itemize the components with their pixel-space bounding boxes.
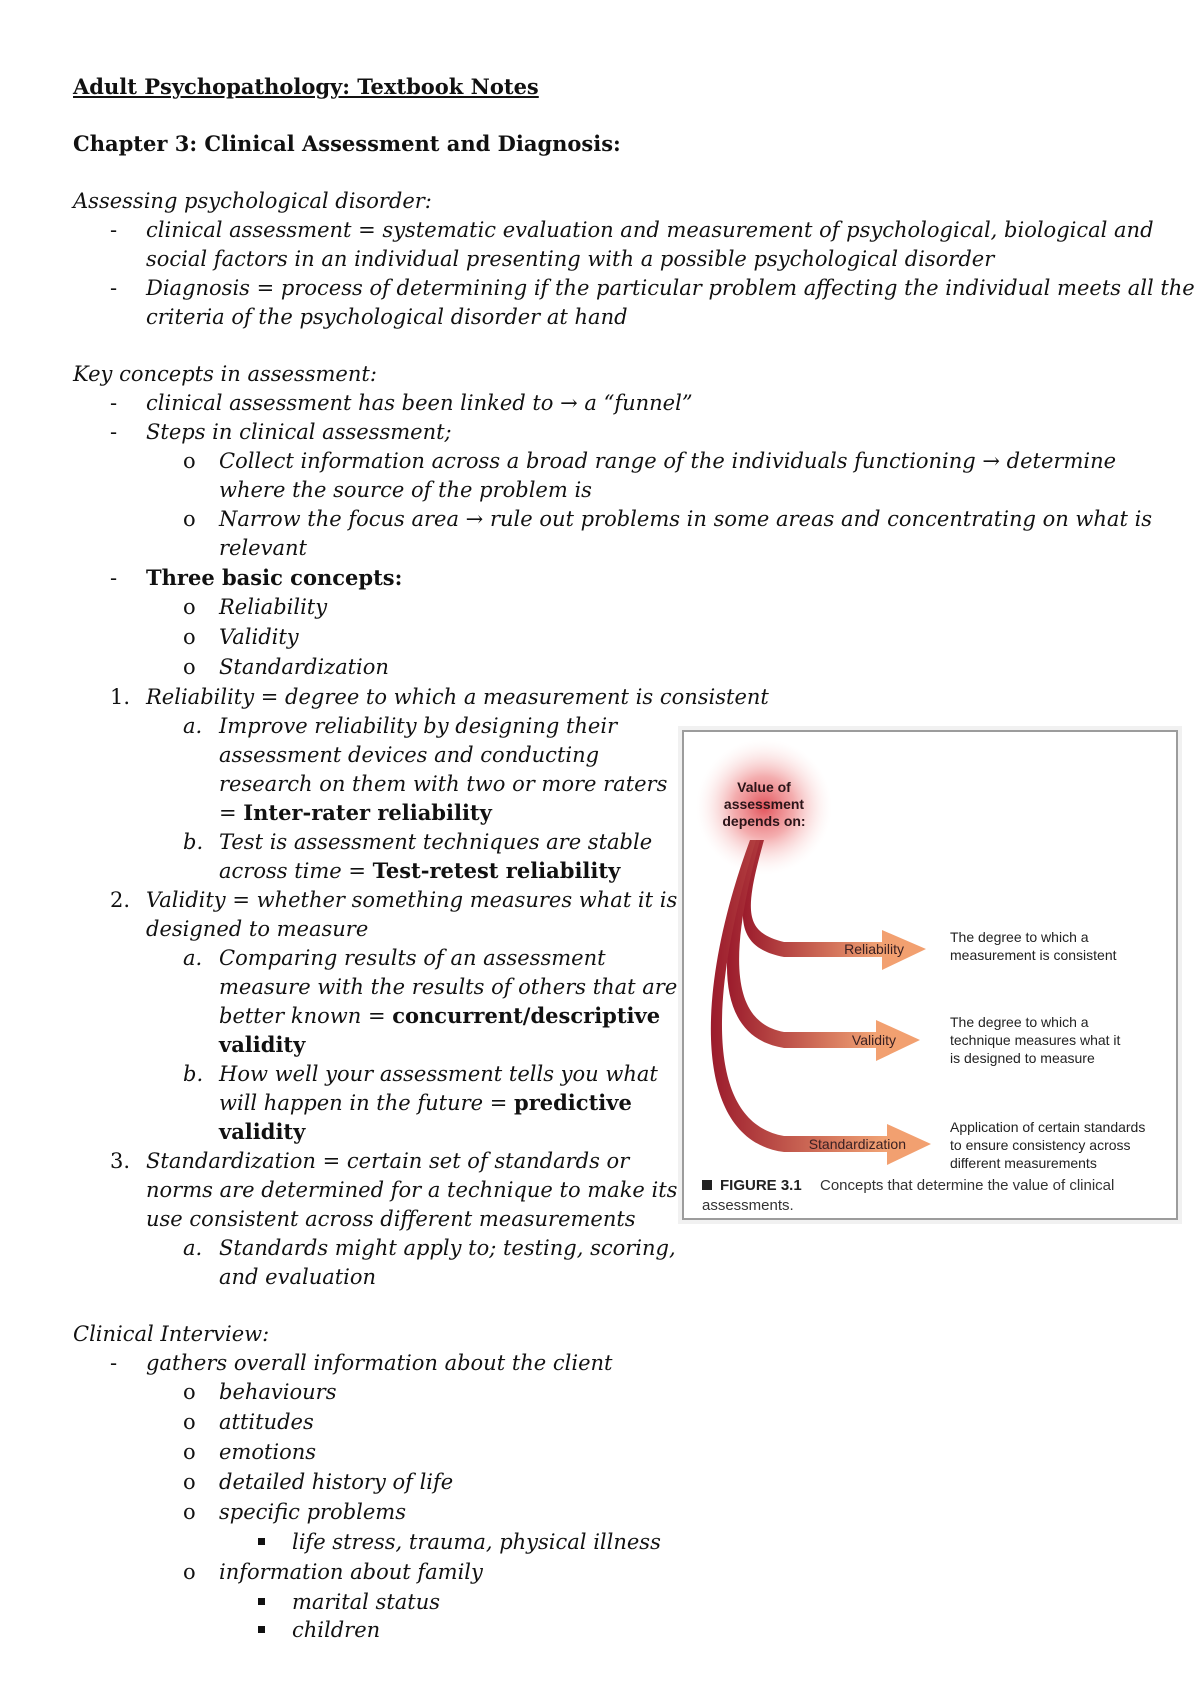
- figure-3-1: [682, 730, 1178, 1220]
- interview-subitem-children: children: [292, 1618, 381, 1642]
- number-marker-2: 2.: [110, 888, 131, 912]
- assessing-bullet-1-line-2: social factors in an individual presenting with a possible psychological disorder: [146, 247, 995, 271]
- caption-line-2: assessments.: [702, 1197, 794, 1214]
- validity-definition-line-2: designed to measure: [146, 917, 369, 941]
- three-concepts-heading: Three basic concepts:: [146, 565, 403, 590]
- letter-marker-a: a.: [183, 946, 203, 970]
- circle-bullet: o: [183, 1560, 196, 1584]
- caption-square-icon: [702, 1180, 712, 1190]
- figure-diagram: [684, 732, 1180, 1222]
- square-bullet: [258, 1626, 265, 1633]
- standardization-line-2: norms are determined for a technique to make its: [146, 1178, 678, 1202]
- center-label-line-1: Value of: [737, 779, 791, 795]
- dash-bullet: -: [110, 566, 118, 590]
- interview-gathers: gathers overall information about the client: [146, 1351, 613, 1375]
- validity-b-line-1: How well your assessment tells you what: [219, 1062, 658, 1086]
- desc-standardization-line-2: to ensure consistency across: [950, 1137, 1131, 1153]
- step-1-line-2: where the source of the problem is: [219, 478, 592, 502]
- standardization-line-3: use consistent across different measurements: [146, 1207, 636, 1231]
- center-label-line-3: depends on:: [722, 813, 806, 829]
- standardization-a-line-1: Standards might apply to; testing, scoring,: [219, 1236, 676, 1260]
- assessing-bullet-2-line-2: criteria of the psychological disorder at hand: [146, 305, 628, 329]
- dash-bullet: -: [110, 1351, 118, 1375]
- square-bullet: [258, 1538, 265, 1545]
- circle-bullet: o: [183, 1410, 196, 1434]
- arrow-label-standardization: Standardization: [808, 1136, 906, 1152]
- square-bullet: [258, 1598, 265, 1605]
- step-2-line-1: Narrow the focus area → rule out problems in some areas and concentrating on what is: [219, 507, 1153, 531]
- steps-bullet: Steps in clinical assessment;: [146, 420, 452, 444]
- assessing-bullet-1-line-1: clinical assessment = systematic evaluation and measurement of psychological, biological and: [146, 218, 1154, 242]
- dash-bullet: -: [110, 391, 118, 415]
- reliability-a-line-4: = Inter-rater reliability: [219, 800, 492, 825]
- term-inter-rater-reliability: Inter-rater reliability: [243, 800, 492, 825]
- reliability-a-line-1: Improve reliability by designing their: [219, 714, 618, 738]
- letter-marker-a: a.: [183, 714, 203, 738]
- interview-item-attitudes: attitudes: [219, 1410, 314, 1434]
- reliability-a-line-2: assessment devices and conducting: [219, 743, 600, 767]
- circle-bullet: o: [183, 1380, 196, 1404]
- letter-marker-a: a.: [183, 1236, 203, 1260]
- number-marker-3: 3.: [110, 1149, 131, 1173]
- reliability-b-line-2: across time = Test-retest reliability: [219, 858, 621, 883]
- term-test-retest-reliability: Test-retest reliability: [372, 858, 621, 883]
- arrow-label-validity: Validity: [851, 1032, 896, 1048]
- center-label-line-2: assessment: [723, 796, 805, 812]
- concept-standardization: Standardization: [219, 655, 389, 679]
- chapter-heading: Chapter 3: Clinical Assessment and Diagnosis:: [73, 131, 621, 156]
- term-concurrent-descriptive: concurrent/descriptive: [392, 1003, 661, 1028]
- page-title: Adult Psychopathology: Textbook Notes: [73, 74, 539, 99]
- concept-validity: Validity: [219, 625, 299, 649]
- section-heading-assessing: Assessing psychological disorder:: [73, 189, 432, 213]
- interview-item-history: detailed history of life: [219, 1470, 454, 1494]
- term-predictive: predictive: [514, 1090, 632, 1115]
- dash-bullet: -: [110, 276, 118, 300]
- desc-validity-line-3: is designed to measure: [950, 1050, 1095, 1066]
- step-1-line-1: Collect information across a broad range of the individuals functioning → determine: [219, 449, 1117, 473]
- validity-a-line-2: measure with the results of others that are: [219, 975, 678, 999]
- standardization-line-1: Standardization = certain set of standards or: [146, 1149, 630, 1173]
- desc-validity-line-1: The degree to which a: [950, 1014, 1089, 1030]
- caption-label: FIGURE 3.1: [720, 1177, 802, 1194]
- dash-bullet: -: [110, 218, 118, 242]
- caption-line-1: Concepts that determine the value of clinical: [820, 1177, 1115, 1194]
- arrow-label-reliability: Reliability: [844, 941, 904, 957]
- section-heading-clinical-interview: Clinical Interview:: [73, 1322, 270, 1346]
- circle-bullet: o: [183, 1440, 196, 1464]
- validity-definition-line-1: Validity = whether something measures what it is: [146, 888, 678, 912]
- desc-reliability-line-2: measurement is consistent: [950, 947, 1117, 963]
- term-predictive-validity-continued: validity: [219, 1119, 306, 1144]
- circle-bullet: o: [183, 1470, 196, 1494]
- dash-bullet: -: [110, 420, 118, 444]
- interview-item-family: information about family: [219, 1560, 483, 1584]
- desc-reliability-line-1: The degree to which a: [950, 929, 1089, 945]
- letter-marker-b: b.: [183, 1062, 204, 1086]
- interview-item-emotions: emotions: [219, 1440, 317, 1464]
- circle-bullet: o: [183, 595, 196, 619]
- section-heading-key-concepts: Key concepts in assessment:: [73, 362, 377, 386]
- desc-standardization-line-1: Application of certain standards: [950, 1119, 1146, 1135]
- circle-bullet: o: [183, 625, 196, 649]
- reliability-a-line-3: research on them with two or more raters: [219, 772, 668, 796]
- interview-item-specific-problems: specific problems: [219, 1500, 406, 1524]
- term-validity-continued: validity: [219, 1032, 306, 1057]
- circle-bullet: o: [183, 655, 196, 679]
- validity-b-line-2: will happen in the future = predictive: [219, 1090, 632, 1115]
- validity-a-line-1: Comparing results of an assessment: [219, 946, 606, 970]
- interview-subitem-life-stress: life stress, trauma, physical illness: [292, 1530, 661, 1554]
- interview-subitem-marital-status: marital status: [292, 1590, 441, 1614]
- interview-item-behaviours: behaviours: [219, 1380, 337, 1404]
- assessing-bullet-2-line-1: Diagnosis = process of determining if the particular problem affecting the individual meets all the: [146, 276, 1195, 300]
- circle-bullet: o: [183, 449, 196, 473]
- letter-marker-b: b.: [183, 830, 204, 854]
- circle-bullet: o: [183, 1500, 196, 1524]
- step-2-line-2: relevant: [219, 536, 307, 560]
- number-marker-1: 1.: [110, 685, 131, 709]
- reliability-b-line-1: Test is assessment techniques are stable: [219, 830, 653, 854]
- circle-bullet: o: [183, 507, 196, 531]
- concept-reliability: Reliability: [219, 595, 328, 619]
- desc-standardization-line-3: different measurements: [950, 1155, 1097, 1171]
- standardization-a-line-2: and evaluation: [219, 1265, 377, 1289]
- reliability-definition: Reliability = degree to which a measurement is consistent: [146, 685, 769, 709]
- desc-validity-line-2: technique measures what it: [950, 1032, 1121, 1048]
- funnel-bullet: clinical assessment has been linked to → a “funnel”: [146, 391, 693, 415]
- validity-a-line-3: better known = concurrent/descriptive: [219, 1003, 661, 1028]
